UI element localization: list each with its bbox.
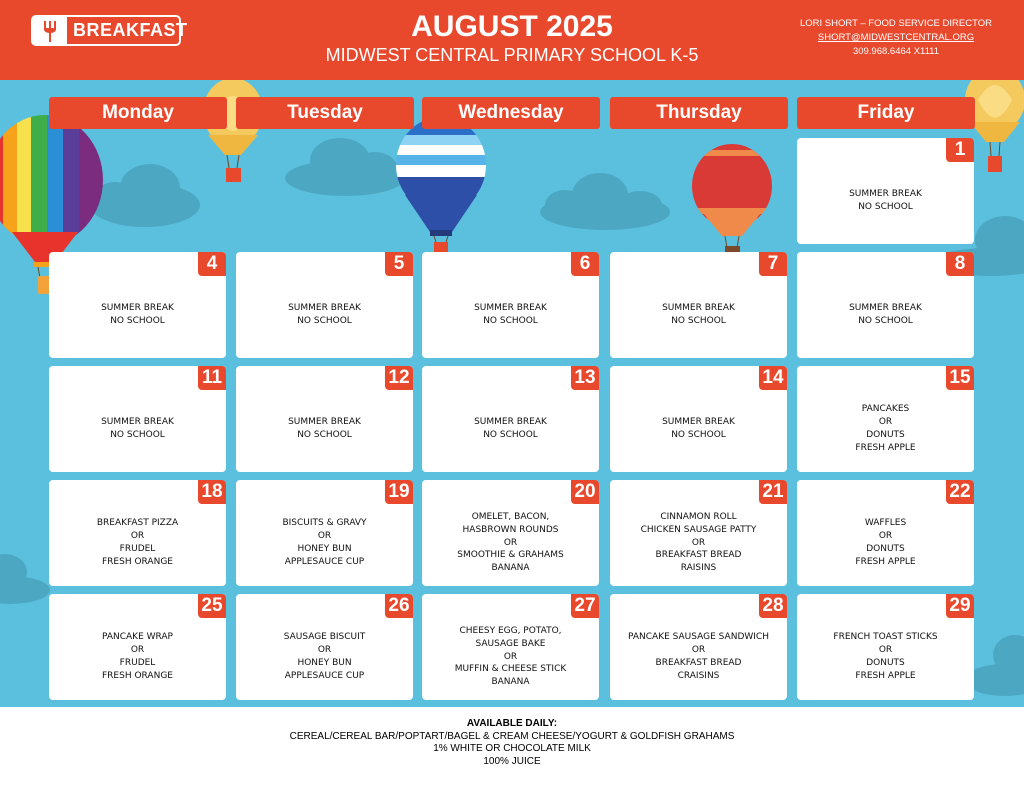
menu-items — [801, 618, 970, 696]
cloud-icon — [90, 164, 200, 227]
menu-item: BANANA — [491, 563, 530, 574]
menu-item: FRESH ORANGE — [102, 556, 173, 567]
day-header-wednesday: Wednesday — [422, 97, 600, 129]
director-email-link[interactable]: SHORT@MIDWESTCENTRAL.ORG — [817, 32, 975, 43]
menu-item: NO SCHOOL — [858, 202, 913, 212]
menu-item: PANCAKE SAUSAGE SANDWICH — [628, 632, 769, 643]
red-balloon-icon — [690, 144, 780, 258]
menu-items — [801, 276, 970, 354]
menu-items — [426, 276, 595, 354]
menu-item: SUMMER BREAK — [288, 417, 361, 428]
day-number: 12 — [385, 366, 413, 390]
day-number: 14 — [759, 366, 787, 390]
menu-item: CINNAMON ROLL — [660, 512, 737, 522]
menu-item: PANCAKES — [861, 404, 910, 415]
yellow-balloon-icon — [203, 80, 263, 182]
menu-item: OR — [317, 531, 332, 542]
menu-item: NO SCHOOL — [671, 430, 726, 440]
menu-item: OR — [130, 531, 145, 542]
menu-item: OR — [878, 531, 893, 542]
menu-items — [426, 504, 595, 582]
menu-item: BREAKFAST BREAD — [655, 550, 742, 561]
blue-balloon-icon — [390, 115, 500, 256]
day-header-thursday: Thursday — [610, 97, 788, 129]
menu-items — [240, 276, 409, 354]
menu-item: FRESH APPLE — [855, 556, 916, 567]
day-cell — [797, 480, 974, 586]
menu-item: OR — [317, 645, 332, 656]
menu-item: DONUTS — [866, 658, 905, 668]
footer-title: AVAILABLE DAILY: — [466, 718, 558, 729]
menu-items — [801, 390, 970, 468]
menu-item: NO SCHOOL — [110, 316, 165, 326]
menu-item: SAUSAGE BISCUIT — [283, 632, 366, 643]
day-cell — [49, 594, 226, 700]
menu-item: CHICKEN SAUSAGE PATTY — [640, 524, 757, 535]
menu-item: APPLESAUCE CUP — [284, 556, 365, 567]
footer-line: CEREAL/CEREAL BAR/POPTART/BAGEL & CREAM CHEESE/YOGURT & GOLDFISH GRAHAMS — [289, 730, 735, 742]
menu-item: BANANA — [491, 677, 530, 688]
menu-item: DONUTS — [866, 544, 905, 554]
day-number: 6 — [571, 252, 599, 276]
menu-item: BREAKFAST BREAD — [655, 658, 742, 668]
menu-items — [53, 390, 222, 468]
day-cell — [236, 594, 413, 700]
menu-items — [53, 276, 222, 354]
menu-items — [53, 504, 222, 582]
day-number: 29 — [946, 594, 974, 618]
menu-item: OR — [503, 651, 518, 662]
menu-item: WAFFLES — [864, 518, 907, 529]
day-cell — [797, 138, 974, 244]
day-cell — [797, 594, 974, 700]
menu-item: PANCAKE WRAP — [101, 632, 173, 643]
day-cell — [422, 594, 599, 700]
footer-line: 1% WHITE OR CHOCOLATE MILK — [433, 743, 591, 754]
menu-item: OR — [878, 645, 893, 656]
day-number: 25 — [198, 594, 226, 618]
menu-item: CRAISINS — [677, 670, 720, 681]
menu-item: SUMMER BREAK — [101, 303, 174, 314]
menu-item: DONUTS — [866, 430, 905, 440]
menu-items — [240, 390, 409, 468]
day-number: 20 — [571, 480, 599, 504]
day-cell — [236, 480, 413, 586]
menu-item: OR — [691, 537, 706, 548]
day-header-tuesday: Tuesday — [236, 97, 414, 129]
day-cell — [797, 252, 974, 358]
menu-items — [240, 618, 409, 696]
day-number: 4 — [198, 252, 226, 276]
menu-item: SUMMER BREAK — [849, 189, 922, 200]
available-daily-footer — [0, 718, 1024, 768]
day-cell — [422, 252, 599, 358]
header-bar — [0, 0, 1024, 80]
day-cell — [797, 366, 974, 472]
day-number: 11 — [198, 366, 226, 390]
menu-item: BISCUITS & GRAVY — [282, 518, 367, 529]
contact-info — [790, 17, 1002, 59]
school-name: MIDWEST CENTRAL PRIMARY SCHOOL K-5 — [325, 45, 699, 65]
menu-item: SAUSAGE BAKE — [475, 638, 546, 649]
cloud-icon — [0, 554, 50, 604]
director-name: LORI SHORT – FOOD SERVICE DIRECTOR — [800, 18, 992, 29]
day-cell — [610, 480, 787, 586]
day-number: 1 — [946, 138, 974, 162]
menu-items — [53, 618, 222, 696]
menu-item: MUFFIN & CHEESE STICK — [454, 664, 567, 675]
day-number: 5 — [385, 252, 413, 276]
menu-item: FRESH APPLE — [855, 670, 916, 681]
menu-item: SUMMER BREAK — [474, 417, 547, 428]
menu-item: NO SCHOOL — [110, 430, 165, 440]
menu-items — [614, 504, 783, 582]
day-number: 18 — [198, 480, 226, 504]
day-number: 27 — [571, 594, 599, 618]
menu-item: OR — [130, 645, 145, 656]
day-cell — [49, 252, 226, 358]
menu-item: FRUDEL — [119, 658, 156, 668]
day-number: 22 — [946, 480, 974, 504]
menu-item: SUMMER BREAK — [662, 417, 735, 428]
menu-item: FRESH ORANGE — [102, 670, 173, 681]
menu-items — [801, 162, 970, 240]
menu-item: SUMMER BREAK — [101, 417, 174, 428]
menu-item: SUMMER BREAK — [474, 303, 547, 314]
day-cell — [236, 252, 413, 358]
day-number: 19 — [385, 480, 413, 504]
day-cell — [610, 366, 787, 472]
footer-line: 100% JUICE — [483, 755, 541, 767]
day-number: 8 — [946, 252, 974, 276]
menu-item: SUMMER BREAK — [849, 303, 922, 314]
page-title: AUGUST 2025 — [411, 10, 613, 43]
menu-items — [801, 504, 970, 582]
menu-item: SUMMER BREAK — [662, 303, 735, 314]
day-number: 21 — [759, 480, 787, 504]
day-header-monday: Monday — [49, 97, 227, 129]
menu-item: NO SCHOOL — [671, 316, 726, 326]
menu-item: FRENCH TOAST STICKS — [833, 632, 938, 643]
menu-items — [614, 276, 783, 354]
day-number: 7 — [759, 252, 787, 276]
menu-item: NO SCHOOL — [297, 430, 352, 440]
day-number: 15 — [946, 366, 974, 390]
menu-item: OR — [691, 645, 706, 656]
menu-item: NO SCHOOL — [483, 430, 538, 440]
menu-items — [426, 618, 595, 696]
menu-items — [614, 618, 783, 696]
menu-items — [614, 390, 783, 468]
day-cell — [49, 366, 226, 472]
menu-item: HONEY BUN — [297, 544, 352, 554]
day-header-friday: Friday — [797, 97, 975, 129]
day-number: 26 — [385, 594, 413, 618]
menu-item: OR — [503, 537, 518, 548]
day-cell — [422, 480, 599, 586]
director-phone: 309.968.6464 X1111 — [852, 46, 940, 57]
menu-item: OMELET, BACON, — [471, 512, 550, 522]
menu-items — [240, 504, 409, 582]
menu-item: APPLESAUCE CUP — [284, 670, 365, 681]
day-cell — [236, 366, 413, 472]
cloud-icon — [285, 138, 405, 196]
logo-text: BREAKFAST — [73, 20, 188, 40]
menu-item: SUMMER BREAK — [288, 303, 361, 314]
menu-item: CHEESY EGG, POTATO, — [459, 626, 562, 636]
day-cell — [610, 594, 787, 700]
menu-item: NO SCHOOL — [858, 316, 913, 326]
menu-item: NO SCHOOL — [297, 316, 352, 326]
menu-items — [426, 390, 595, 468]
menu-item: HONEY BUN — [297, 658, 352, 668]
menu-item: RAISINS — [680, 563, 717, 574]
cloud-icon — [540, 173, 670, 230]
menu-item: FRUDEL — [119, 544, 156, 554]
menu-item: OR — [878, 417, 893, 428]
day-cell — [49, 480, 226, 586]
day-number: 28 — [759, 594, 787, 618]
menu-item: NO SCHOOL — [483, 316, 538, 326]
menu-item: SMOOTHIE & GRAHAMS — [457, 550, 564, 561]
menu-item: FRESH APPLE — [855, 442, 916, 453]
day-cell — [422, 366, 599, 472]
day-cell — [610, 252, 787, 358]
day-number: 13 — [571, 366, 599, 390]
menu-item: HASBROWN ROUNDS — [462, 524, 559, 535]
menu-item: BREAKFAST PIZZA — [96, 518, 179, 529]
